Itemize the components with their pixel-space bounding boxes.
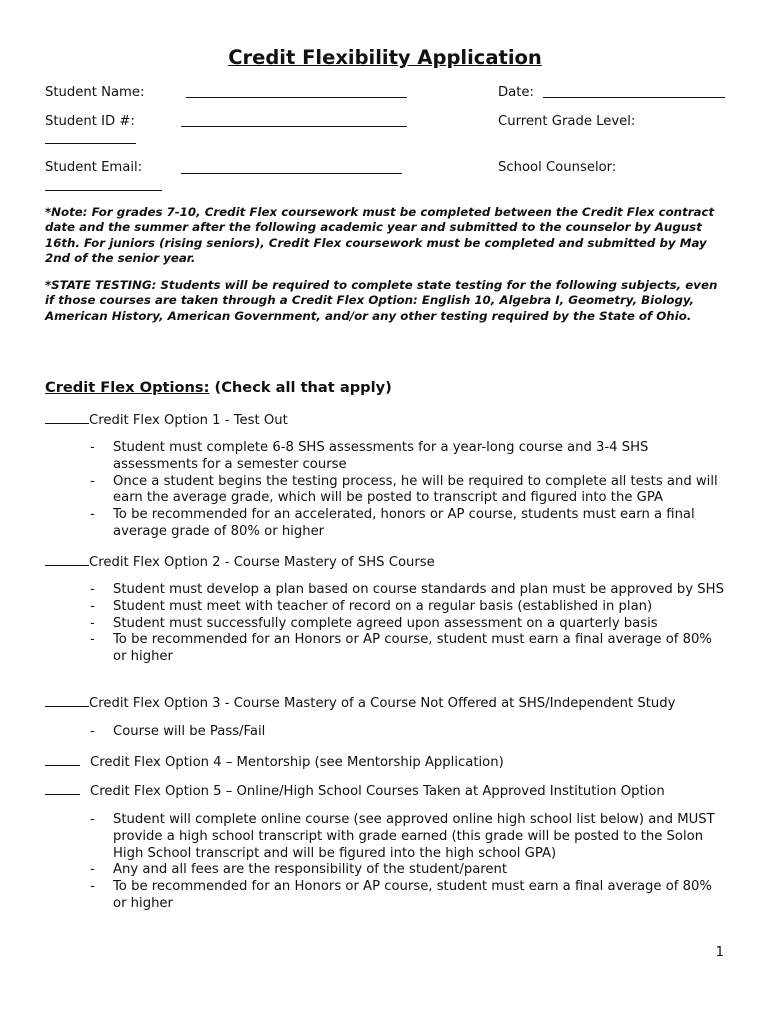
option-2-label: Credit Flex Option 2 - Course Mastery of SHS Course [89,555,435,570]
option-1 [45,411,288,428]
list-item: - To be recommended for an accelerated, honors or AP course, students must earn a final average grade of 80% or higher [90,507,725,541]
list-item: - Student must successfully complete agreed upon assessment on a quarterly basis [90,616,725,633]
option-3-label: Credit Flex Option 3 - Course Mastery of a Course Not Offered at SHS/Independent Study [89,696,676,711]
option-3-bullets [90,724,725,741]
option-1-label: Credit Flex Option 1 - Test Out [89,413,288,428]
page-title: Credit Flexibility Application [228,46,542,69]
student-name-line[interactable] [186,97,407,98]
student-id-label: Student ID #: [45,114,135,129]
option-4-label: Credit Flex Option 4 – Mentorship (see Mentorship Application) [90,755,504,770]
options-heading [45,379,392,396]
option-5-bullets [90,812,725,913]
list-item: - To be recommended for an Honors or AP course, student must earn a final average of 80% or higher [90,632,725,666]
option-2 [45,553,435,570]
option-3-checkbox-line[interactable] [45,694,89,707]
list-item: - Student will complete online course (see approved online high school list below) and MUST provide a high school transcript with grade earned (this grade will be posted to the Solon High School transcript and will be figured into the high school GPA) [90,812,725,862]
student-email-label: Student Email: [45,160,143,175]
list-item: - Once a student begins the testing process, he will be required to complete all tests and will earn the average grade, which will be posted to transcript and figured into the GPA [90,474,725,508]
option-3 [45,694,675,711]
counselor-line[interactable] [45,190,162,191]
student-name-label: Student Name: [45,85,145,100]
list-item: - To be recommended for an Honors or AP course, student must earn a final average of 80% or higher [90,879,725,913]
option-1-bullets [90,440,725,541]
option-5-checkbox-line[interactable] [45,782,80,795]
student-id-line[interactable] [181,126,407,127]
option-4-checkbox-line[interactable] [45,753,80,766]
options-heading-main: Credit Flex Options: [45,379,210,396]
date-line[interactable] [543,97,725,98]
option-5-label: Credit Flex Option 5 – Online/High School Courses Taken at Approved Institution Option [90,784,665,799]
student-email-line[interactable] [181,173,402,174]
list-item: - Student must meet with teacher of record on a regular basis (established in plan) [90,599,725,616]
options-heading-sub: (Check all that apply) [209,379,392,396]
list-item: - Student must develop a plan based on course standards and plan must be approved by SHS [90,582,725,599]
option-2-checkbox-line[interactable] [45,553,89,566]
list-item: - Course will be Pass/Fail [90,724,725,741]
state-testing-note: *STATE TESTING: Students will be required to complete state testing for the following subjects, even if those courses are taken through a Credit Flex Option: English 10, Algebra I, Geometry, Biology, American History, American Government, and/or any other testing required by the State of Ohio. [45,278,718,323]
deadline-note: *Note: For grades 7-10, Credit Flex coursework must be completed between the Credit Flex contract date and the summer after the following academic year and submitted to the counselor by August 16th. For juniors (rising seniors), Credit Flex coursework must be completed and submitted by May 2nd of the senior year. [45,205,715,266]
list-item: - Any and all fees are the responsibility of the student/parent [90,862,725,879]
option-4 [45,753,504,770]
grade-level-line[interactable] [45,143,136,144]
option-2-bullets [90,582,725,666]
list-item: - Student must complete 6-8 SHS assessments for a year-long course and 3-4 SHS assessments for a semester course [90,440,725,474]
counselor-label: School Counselor: [498,160,617,175]
option-5 [45,782,665,799]
page-number: 1 [715,945,724,960]
date-label: Date: [498,85,534,100]
grade-level-label: Current Grade Level: [498,114,636,129]
option-1-checkbox-line[interactable] [45,411,89,424]
